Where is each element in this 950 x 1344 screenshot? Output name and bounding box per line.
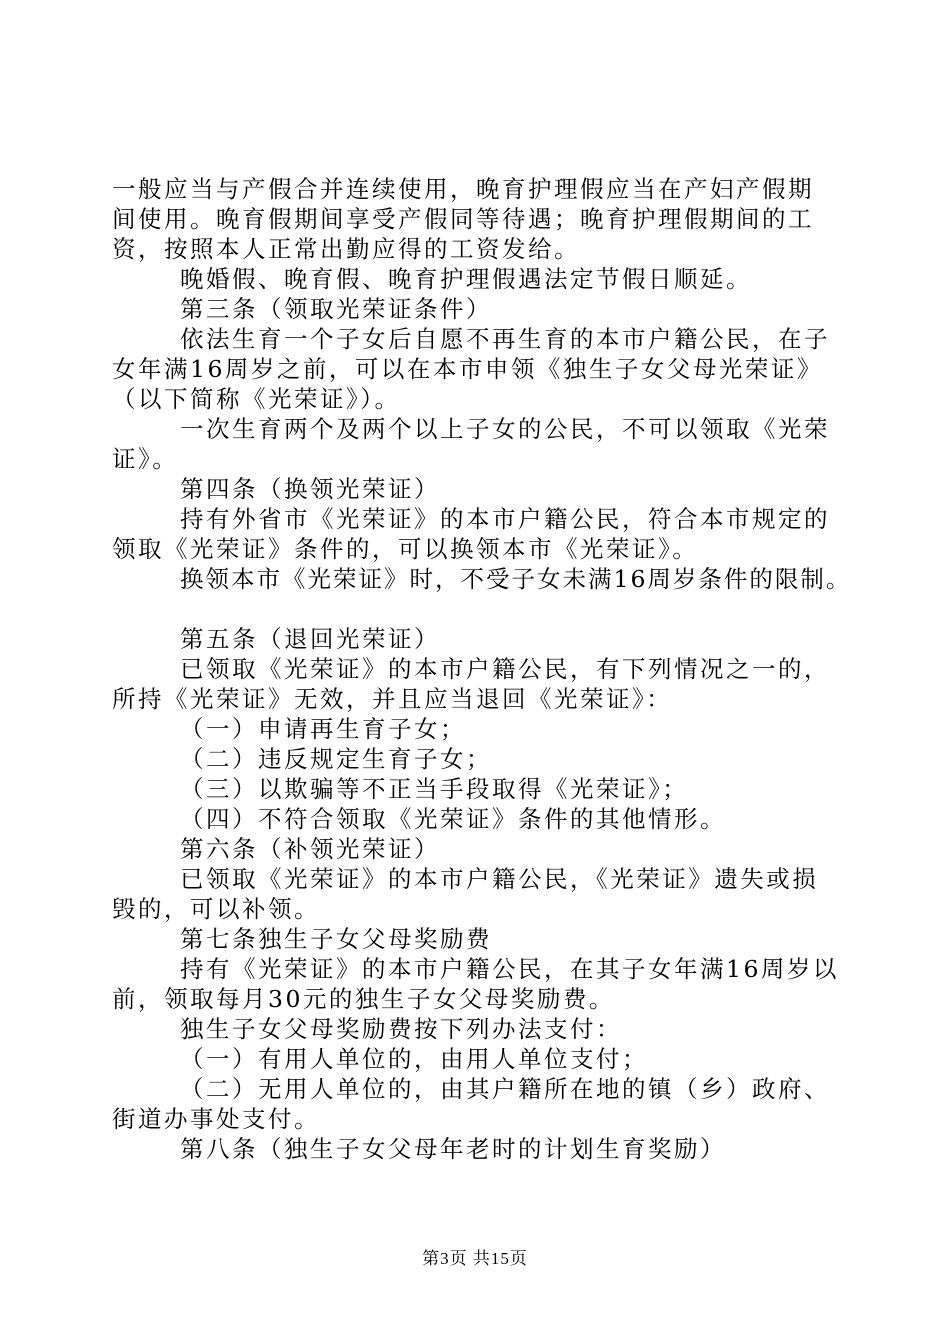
text-line: （一）有用人单位的，由用人单位支付；: [180, 1045, 648, 1073]
text-line: （四）不符合领取《光荣证》条件的其他情形。: [180, 805, 726, 833]
text-line: 毁的，可以补领。: [112, 895, 320, 923]
text-line: 第八条（独生子女父母年老时的计划生育奖励）: [180, 1135, 726, 1163]
text-line: （三）以欺骗等不正当手段取得《光荣证》；: [180, 775, 689, 803]
text-line: 依法生育一个子女后自愿不再生育的本市户籍公民，在子: [180, 325, 830, 353]
text-line: 已领取《光荣证》的本市户籍公民，有下列情况之一的，: [180, 655, 830, 683]
text-line: 第三条（领取光荣证条件）: [180, 295, 492, 323]
text-line: 女年满16周岁之前，可以在本市申领《独生子女父母光荣证》: [112, 355, 823, 383]
text-line: 资，按照本人正常出勤应得的工资发给。: [112, 235, 580, 263]
text-line: 第四条（换领光荣证）: [180, 475, 440, 503]
text-line: 第七条独生子女父母奖励费: [180, 925, 492, 953]
text-line: 证》。: [112, 445, 179, 473]
text-line: 独生子女父母奖励费按下列办法支付：: [180, 1015, 622, 1043]
text-line: 持有外省市《光荣证》的本市户籍公民，符合本市规定的: [180, 505, 830, 533]
text-line: 街道办事处支付。: [112, 1105, 320, 1133]
text-line: 持有《光荣证》的本市户籍公民，在其子女年满16周岁以: [180, 955, 839, 983]
document-body: [112, 174, 852, 1164]
text-line: （二）违反规定生育子女；: [180, 745, 492, 773]
text-line: 第五条（退回光荣证）: [180, 625, 440, 653]
text-line: 晚婚假、晚育假、晚育护理假遇法定节假日顺延。: [180, 265, 752, 293]
blank-line: [112, 594, 852, 624]
text-line: （一）申请再生育子女；: [180, 715, 466, 743]
text-line: （以下简称《光荣证》）。: [112, 385, 401, 413]
text-line: 间使用。晚育假期间享受产假同等待遇；晚育护理假期间的工: [112, 205, 814, 233]
text-line: 一般应当与产假合并连续使用，晚育护理假应当在产妇产假期: [112, 175, 814, 203]
text-line: 第六条（补领光荣证）: [180, 835, 440, 863]
text-line: 所持《光荣证》无效，并且应当退回《光荣证》：: [112, 685, 673, 713]
text-line: 换领本市《光荣证》时，不受子女未满16周岁条件的限制。: [180, 565, 852, 593]
page-footer: 第3页 共15页: [422, 1249, 528, 1268]
text-line: 一次生育两个及两个以上子女的公民，不可以领取《光荣: [180, 415, 830, 443]
text-line: 领取《光荣证》条件的，可以换领本市《光荣证》。: [112, 535, 699, 563]
text-line: 已领取《光荣证》的本市户籍公民，《光荣证》遗失或损: [180, 865, 819, 893]
text-line: （二）无用人单位的，由其户籍所在地的镇（乡）政府、: [180, 1075, 830, 1103]
text-line: 前，领取每月30元的独生子女父母奖励费。: [112, 985, 615, 1013]
